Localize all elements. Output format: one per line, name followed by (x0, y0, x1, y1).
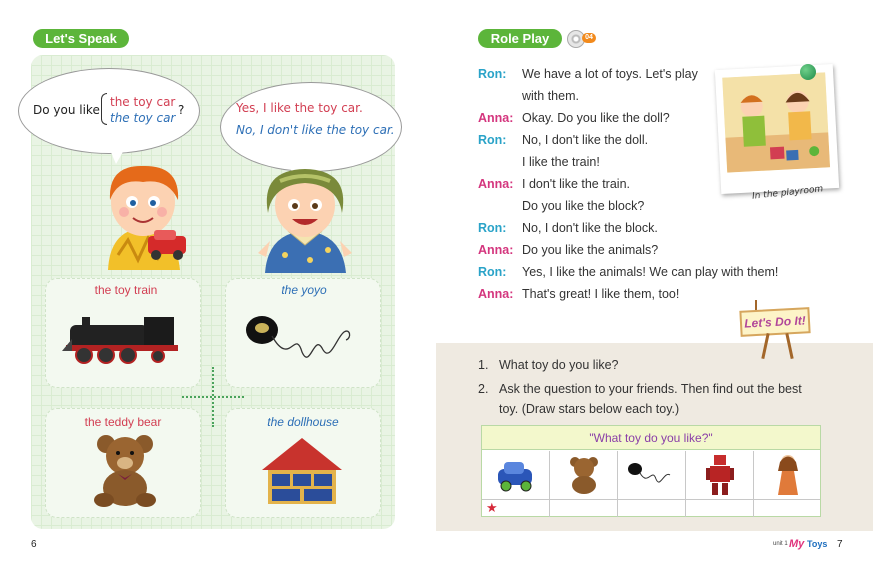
question-text: Ask the question to your friends. Then find out the best (499, 382, 802, 396)
dialogue-line: I don't like the train. (522, 177, 631, 191)
speaker-ron: Ron: (478, 67, 507, 81)
page-number-right: 7 (837, 539, 843, 550)
question-text: What toy do you like? (499, 358, 619, 372)
robot-icon (706, 453, 734, 497)
question-mark: ? (178, 103, 185, 117)
cd-track-number: 04 (582, 33, 596, 43)
dollhouse-image (260, 436, 344, 506)
dialogue-line: That's great! I like them, too! (522, 287, 680, 301)
role-play-badge: Role Play (478, 29, 562, 48)
question-brace (101, 93, 107, 125)
table-cell-doll[interactable] (754, 451, 820, 517)
speaker-ron: Ron: (478, 221, 507, 235)
question-option-2: the toy car (110, 111, 176, 125)
dotted-cross-horizontal (182, 396, 244, 398)
speaker-anna: Anna: (478, 287, 514, 301)
speaker-anna: Anna: (478, 111, 514, 125)
speaker-ron: Ron: (478, 265, 507, 279)
footer-unit: unit 1 (773, 541, 788, 547)
question-number: 1. (478, 358, 489, 372)
dialogue-line: Okay. Do you like the doll? (522, 111, 670, 125)
page-number-left: 6 (31, 539, 37, 550)
answer-yes: Yes, I like the toy car. (236, 101, 363, 115)
playroom-photo (715, 64, 839, 194)
question-text: toy. (Draw stars below each toy.) (499, 402, 680, 416)
question-prefix: Do you like (33, 103, 100, 117)
yoyo-icon (626, 461, 678, 489)
dialogue-line: with them. (522, 89, 579, 103)
lets-do-it-sign: Let's Do It! (739, 307, 810, 337)
yoyo-image (240, 308, 360, 374)
dialogue-line: Do you like the animals? (522, 243, 659, 257)
teddy-bear-image (90, 432, 160, 508)
photo-caption: In the playroom (751, 184, 824, 202)
dollhouse-label: the dollhouse (267, 415, 339, 429)
star-table-title: "What toy do you like?" (482, 426, 820, 450)
toy-train-label: the toy train (94, 283, 158, 297)
toy-train-image (60, 313, 186, 365)
table-cell-robot[interactable] (686, 451, 754, 517)
yoyo-label: the yoyo (281, 283, 327, 297)
lets-speak-badge: Let's Speak (33, 29, 129, 48)
speaker-anna: Anna: (478, 243, 514, 257)
doll-icon (772, 453, 804, 497)
teddy-bear-label: the teddy bear (84, 415, 162, 429)
dialogue-line: We have a lot of toys. Let's play (522, 67, 698, 81)
dialogue-line: No, I don't like the block. (522, 221, 658, 235)
answer-no: No, I don't like the toy car. (236, 123, 395, 137)
dialogue-line: Do you like the block? (522, 199, 645, 213)
star-icon: ★ (486, 500, 498, 515)
footer-toys: Toys (807, 539, 828, 549)
question-option-1: the toy car (110, 95, 176, 109)
dialogue-line: Yes, I like the animals! We can play with them! (522, 265, 779, 279)
question-number: 2. (478, 382, 489, 396)
girl-illustration (250, 165, 360, 277)
toy-car-icon (494, 457, 538, 493)
star-vote-table (481, 425, 821, 517)
table-cell-bear[interactable] (550, 451, 618, 517)
boy-illustration (88, 160, 198, 275)
dialogue-line: No, I don't like the doll. (522, 133, 649, 147)
table-cell-yoyo[interactable] (618, 451, 686, 517)
green-pin-icon (800, 64, 816, 80)
speaker-ron: Ron: (478, 133, 507, 147)
teddy-bear-icon (566, 455, 602, 495)
footer-my: My (789, 538, 805, 550)
speaker-anna: Anna: (478, 177, 514, 191)
dialogue-line: I like the train! (522, 155, 600, 169)
